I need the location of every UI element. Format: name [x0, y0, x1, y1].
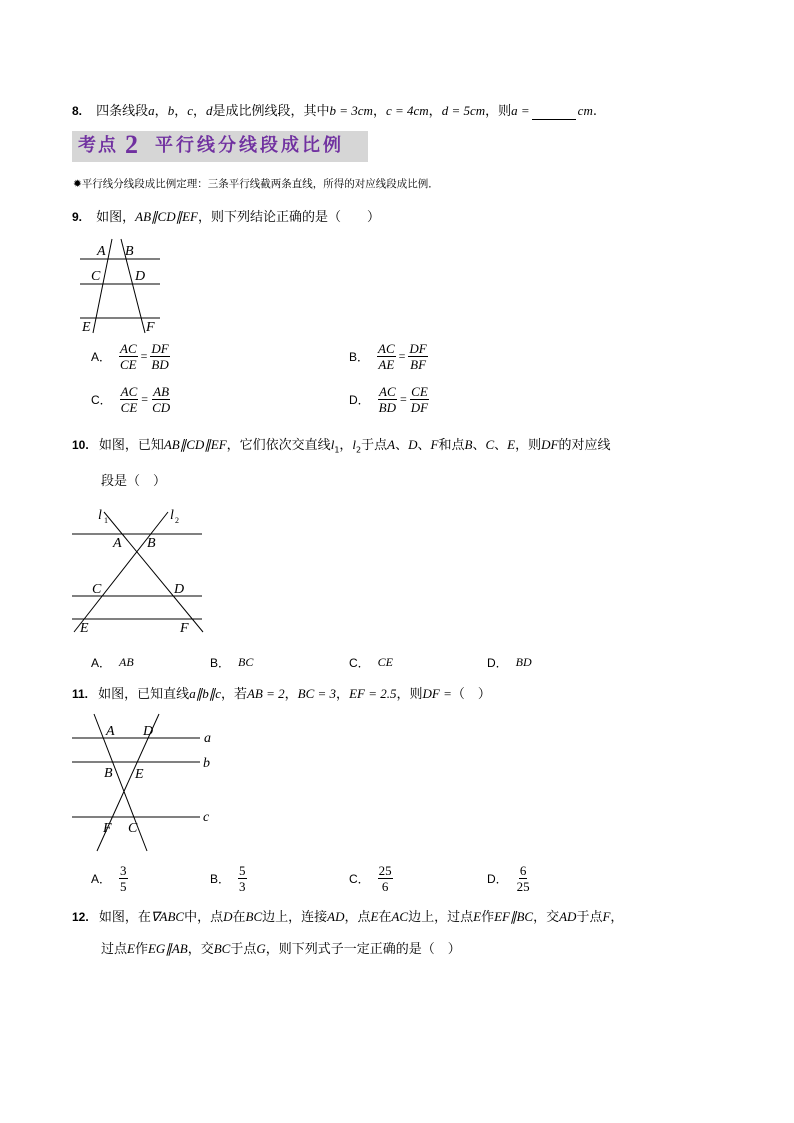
point: D	[408, 437, 418, 452]
numerator: AC	[120, 384, 138, 399]
question-text: ，则	[515, 438, 542, 453]
answer-var: a =	[511, 103, 530, 118]
question-text: 中，点	[184, 910, 224, 925]
denominator: BD	[151, 357, 169, 372]
question-12-line2	[101, 941, 461, 958]
point: F	[430, 437, 439, 452]
sep: ，	[428, 104, 442, 119]
math-term: BC	[213, 941, 231, 956]
math-term: E	[127, 941, 135, 956]
point-label: C	[91, 269, 101, 284]
given-ef: EF = 2.5	[349, 686, 397, 701]
option-value: AB	[119, 655, 134, 669]
point-label: F	[146, 320, 155, 335]
point: E	[507, 437, 516, 452]
math-term: E	[370, 909, 379, 924]
question-text: ，点	[344, 910, 371, 925]
option-label: D．	[487, 872, 508, 886]
option-label: B．	[210, 872, 231, 886]
condition: a∥b∥c	[189, 686, 221, 701]
question-text: ，若	[220, 687, 247, 702]
question-text: 在	[232, 910, 246, 925]
given-c: c = 4cm	[385, 103, 429, 118]
option-label: C．	[349, 872, 370, 886]
point-label: E	[80, 621, 89, 636]
math-term: D	[223, 909, 233, 924]
question-text: 作	[134, 942, 148, 957]
option-label: B．	[349, 350, 370, 364]
sep: ，	[339, 438, 353, 453]
denominator: DF	[410, 400, 429, 415]
question-text: 如图，在	[98, 910, 151, 925]
option-d[interactable]	[487, 863, 531, 894]
question-text: ，则	[396, 687, 423, 702]
question-text: 如图，	[96, 210, 136, 225]
subscript: 1	[334, 445, 340, 455]
given-d: d = 5cm	[441, 103, 486, 118]
denominator: CE	[120, 400, 138, 415]
point: C	[485, 437, 495, 452]
sep: 、	[395, 438, 409, 453]
sep: ，	[154, 104, 168, 119]
numerator: 25	[378, 863, 392, 878]
line-label: l	[98, 508, 102, 523]
period: .	[592, 104, 597, 119]
numerator: 3	[120, 863, 127, 878]
option-b[interactable]	[210, 863, 247, 894]
given-bc: BC = 3	[297, 686, 337, 701]
option-value: CE	[377, 655, 394, 669]
math-term: AC	[391, 909, 409, 924]
option-label: A．	[91, 656, 112, 670]
point-label: B	[104, 766, 113, 781]
math-term: E	[473, 909, 482, 924]
denominator: CE	[120, 357, 137, 372]
point-label: B	[125, 244, 134, 259]
banner-title: 平行线分线段成比例	[155, 135, 344, 156]
question-text: 边上，过点	[408, 910, 474, 925]
question-text: 边上，连接	[262, 910, 328, 925]
denominator: CD	[152, 400, 171, 415]
numerator: 6	[519, 863, 527, 878]
option-label: C．	[91, 393, 112, 407]
question-text: 作	[481, 910, 495, 925]
point-label: A	[106, 724, 115, 739]
sep: ，	[284, 687, 298, 702]
question-10-line2: 段是（ ）	[101, 474, 167, 489]
point-label: E	[82, 320, 91, 335]
option-label: C．	[349, 656, 370, 670]
math-term: AD	[559, 909, 577, 924]
point-label: E	[135, 767, 144, 782]
banner-number: 2	[125, 130, 138, 159]
unit: cm	[577, 103, 593, 118]
numerator: DF	[151, 341, 169, 356]
question-text: ，它们依次交直线	[226, 438, 331, 453]
question-text: ，则	[485, 104, 512, 119]
equals: =	[398, 349, 406, 363]
point: B	[464, 437, 473, 452]
var-c: c	[187, 103, 193, 118]
math-term: G	[256, 941, 266, 956]
math-term: AD	[327, 909, 345, 924]
question-text: 和点	[438, 438, 465, 453]
denominator: 5	[120, 879, 127, 894]
question-number: 11.	[72, 687, 89, 701]
question-text: 的对应线	[558, 438, 611, 453]
point-label: A	[97, 244, 106, 259]
equals: =	[141, 392, 149, 406]
theorem-note: ✹平行线分线段成比例定理：三条平行线截两条直线，所得的对应线段成比例．	[73, 178, 439, 190]
denominator: 3	[239, 879, 246, 894]
point: A	[387, 437, 396, 452]
var-b: b	[167, 103, 175, 118]
option-value: BC	[238, 655, 254, 669]
denominator: 6	[381, 879, 389, 894]
question-number: 12.	[72, 910, 89, 924]
math-term: F	[602, 909, 611, 924]
point-label: F	[180, 621, 189, 636]
question-12	[72, 909, 623, 926]
subscript: 2	[356, 445, 362, 455]
point-label: C	[92, 582, 102, 597]
question-text: 过点	[101, 942, 128, 957]
option-label: A．	[91, 350, 112, 364]
point-label: D	[174, 582, 185, 597]
question-text: ，则下列结论正确的是（ ）	[198, 210, 381, 225]
sep: ，	[174, 104, 188, 119]
option-c[interactable]	[349, 863, 393, 894]
question-text: 如图，已知直线	[98, 687, 190, 702]
given-ab: AB = 2	[246, 686, 285, 701]
numerator: AC	[379, 384, 396, 399]
math-term: EG∥AB	[147, 941, 188, 956]
question-number: 10.	[72, 438, 89, 452]
point-label: C	[128, 821, 138, 836]
math-term: ∇ABC	[150, 909, 185, 924]
numerator: AC	[120, 341, 137, 356]
line-label: l	[170, 508, 174, 523]
point-label: D	[143, 724, 154, 739]
subscript: 2	[175, 516, 179, 525]
condition: AB∥CD∥EF	[163, 437, 227, 452]
sep: ，	[372, 104, 386, 119]
sep: 、	[417, 438, 431, 453]
given-b: b = 3cm	[329, 103, 373, 118]
denominator: 25	[516, 879, 530, 894]
line-label: a	[204, 731, 211, 746]
equals: =	[400, 392, 407, 406]
numerator: AC	[378, 341, 395, 356]
option-a[interactable]	[91, 863, 128, 894]
question-text	[99, 910, 624, 925]
subscript: 1	[104, 516, 108, 525]
numerator: CE	[411, 384, 428, 399]
point-label: B	[147, 536, 156, 551]
math-term: BC	[245, 909, 263, 924]
condition: AB∥CD∥EF	[135, 209, 198, 224]
math-term: EF∥BC	[494, 909, 534, 924]
var-d: d	[206, 103, 213, 118]
point-label: D	[135, 269, 146, 284]
line-label: c	[203, 810, 210, 825]
question-number: 8.	[72, 104, 83, 118]
denominator: BD	[378, 400, 397, 415]
question-text: 如图，已知	[98, 438, 164, 453]
sep: ，	[192, 104, 206, 119]
sep: ，	[336, 687, 350, 702]
question-text: ，交	[533, 910, 560, 925]
point-label: F	[103, 821, 112, 836]
line-label: b	[203, 756, 210, 771]
numerator: AB	[153, 384, 170, 399]
question-text: ，交	[187, 942, 214, 957]
option-label: A．	[91, 872, 112, 886]
question-number: 9.	[72, 210, 83, 224]
denominator: BF	[410, 357, 427, 372]
sep: 、	[494, 438, 508, 453]
option-label: D．	[487, 656, 508, 670]
point-label: A	[113, 536, 122, 551]
question-text: 于点	[361, 438, 388, 453]
option-label: D．	[349, 393, 370, 407]
question-text: 四条线段	[96, 104, 149, 119]
question-text: 于点	[576, 910, 603, 925]
question-text: ，	[610, 910, 624, 925]
line-l1: l	[330, 437, 335, 452]
question-text: （ ）	[451, 687, 491, 702]
numerator: DF	[409, 341, 427, 356]
option-label: B．	[210, 656, 231, 670]
question-text: ，则下列式子一定正确的是（ ）	[265, 942, 461, 957]
line-l2: l	[352, 437, 357, 452]
var-a: a	[148, 103, 155, 118]
question-text: 于点	[230, 942, 257, 957]
equals: =	[140, 349, 148, 363]
denominator: AE	[378, 357, 395, 372]
banner-prefix: 考点	[78, 135, 118, 156]
question-text: 在	[378, 910, 392, 925]
question-text: 是成比例线段，其中	[212, 104, 330, 119]
numerator: 5	[239, 863, 246, 878]
sep: 、	[472, 438, 486, 453]
segment: DF	[541, 437, 559, 452]
ask-df: DF =	[422, 686, 452, 701]
option-value: BD	[515, 655, 532, 669]
